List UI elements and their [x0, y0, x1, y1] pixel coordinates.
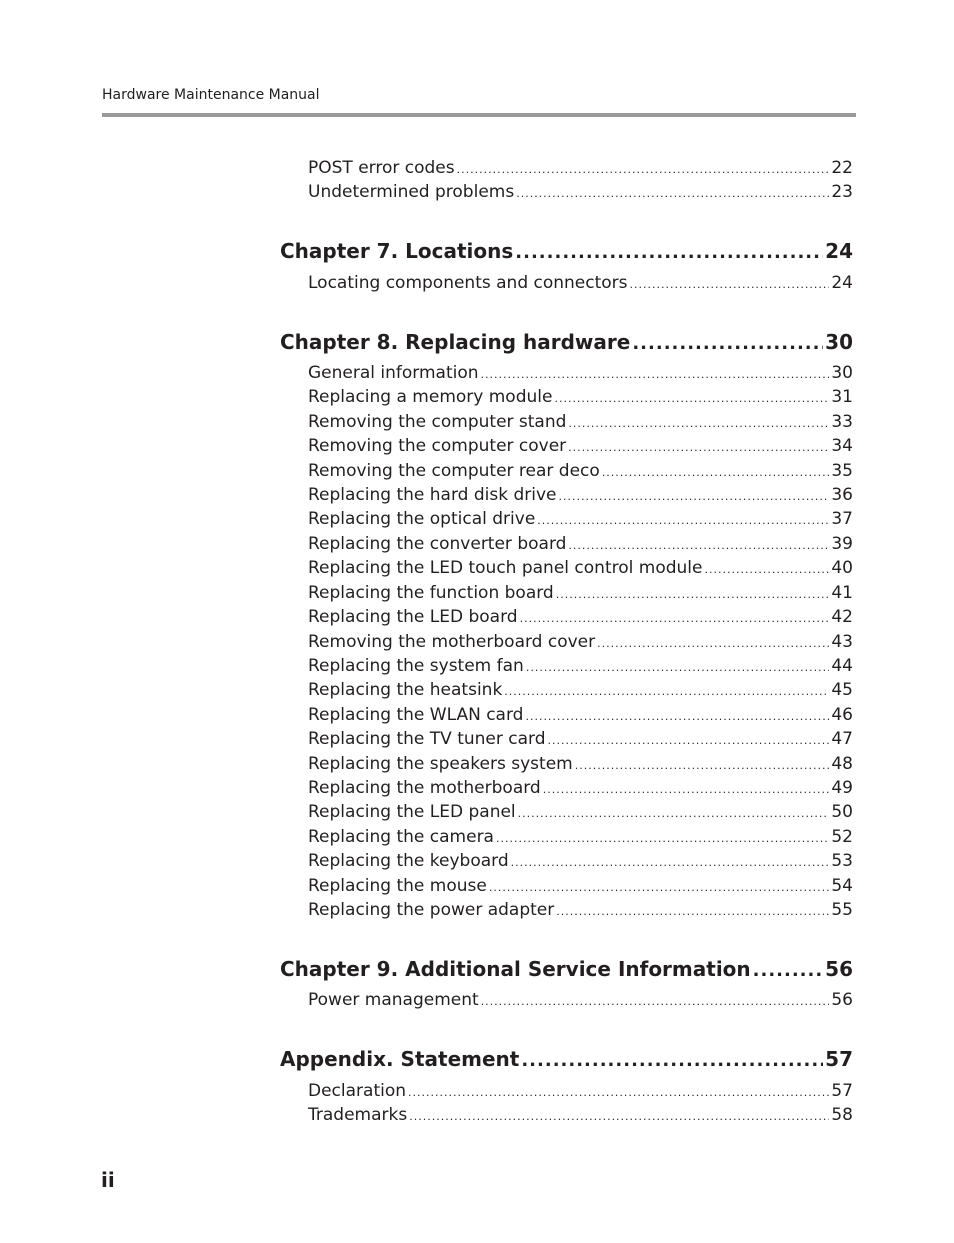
dot-leader: [556, 584, 830, 606]
toc-entry-label: Replacing a memory module: [308, 387, 553, 407]
dot-leader: [521, 1048, 823, 1074]
toc-entry-label: Replacing the hard disk drive: [308, 485, 557, 505]
header-rule: [102, 113, 856, 117]
toc-entry-page: 48: [831, 754, 853, 774]
toc-entry[interactable]: [308, 899, 853, 921]
toc-entry-label: Removing the computer rear deco: [308, 461, 600, 481]
toc-entry-page: 22: [831, 158, 853, 178]
dot-leader: [554, 388, 829, 410]
toc-entry-page: 55: [831, 900, 853, 920]
toc-entry-label: Replacing the LED touch panel control module: [308, 558, 703, 578]
toc-entry-power-management[interactable]: [308, 989, 853, 1011]
toc-entry-page: 54: [831, 876, 853, 896]
toc-entry-page: 34: [831, 436, 853, 456]
toc-entry-locating-components[interactable]: [308, 272, 853, 294]
toc-entry[interactable]: [308, 533, 853, 555]
toc-entry[interactable]: [308, 704, 853, 726]
toc-entry[interactable]: [308, 753, 853, 775]
dot-leader: [556, 901, 829, 923]
toc-entry-page: 30: [831, 363, 853, 383]
chapter-title: Chapter 7. Locations: [280, 239, 514, 263]
dot-leader: [409, 1106, 829, 1128]
dot-leader: [408, 1082, 829, 1104]
toc-entry[interactable]: [308, 557, 853, 579]
dot-leader: [537, 510, 829, 532]
toc-appendix[interactable]: [280, 1046, 853, 1072]
dot-leader: [489, 877, 830, 899]
dot-leader: [481, 991, 830, 1013]
dot-leader: [575, 755, 830, 777]
toc-entry-page: 40: [831, 558, 853, 578]
toc-entry-label: Replacing the function board: [308, 583, 554, 603]
toc-entry-label: Declaration: [308, 1081, 407, 1101]
dot-leader: [559, 486, 830, 508]
chapter-title: Chapter 8. Replacing hardware: [280, 330, 631, 354]
toc-entry-label: Replacing the keyboard: [308, 851, 509, 871]
toc-entry-label: Replacing the heatsink: [308, 680, 503, 700]
toc-entry-page: 42: [831, 607, 853, 627]
toc-entry-page: 53: [831, 851, 853, 871]
running-header: Hardware Maintenance Manual: [102, 87, 320, 103]
toc-entry-label: Replacing the converter board: [308, 534, 567, 554]
toc-entry-label: Replacing the power adapter: [308, 900, 555, 920]
toc-entry[interactable]: [308, 850, 853, 872]
dot-leader: [526, 657, 830, 679]
chapter-page: 24: [825, 239, 853, 263]
toc-entry[interactable]: [308, 386, 853, 408]
toc-entry-page: 24: [831, 273, 853, 293]
toc-entry-label: Replacing the TV tuner card: [308, 729, 546, 749]
toc-entry[interactable]: [308, 777, 853, 799]
toc-entry-undetermined-problems[interactable]: [308, 181, 853, 203]
dot-leader: [518, 803, 830, 825]
toc-entry-label: POST error codes: [308, 158, 455, 178]
toc-entry-page: 41: [831, 583, 853, 603]
toc-entry-label: Removing the computer stand: [308, 412, 567, 432]
toc-entry-page: 43: [831, 632, 853, 652]
toc-entry[interactable]: [308, 435, 853, 457]
dot-leader: [516, 183, 829, 205]
dot-leader: [568, 413, 829, 435]
dot-leader: [511, 852, 830, 874]
dot-leader: [632, 331, 823, 357]
toc-entry-page: 58: [831, 1105, 853, 1125]
toc-entry-label: Trademarks: [308, 1105, 408, 1125]
dot-leader: [597, 633, 829, 655]
toc-entry[interactable]: [308, 728, 853, 750]
toc-entry-label: Removing the computer cover: [308, 436, 567, 456]
toc-entry[interactable]: [308, 362, 853, 384]
toc-entry-label: Replacing the speakers system: [308, 754, 573, 774]
chapter-title: Chapter 9. Additional Service Information: [280, 957, 751, 981]
toc-entry[interactable]: [308, 655, 853, 677]
dot-leader: [504, 681, 829, 703]
chapter-page: 30: [825, 330, 853, 354]
toc-entry-trademarks[interactable]: [308, 1104, 853, 1126]
dot-leader: [525, 706, 829, 728]
chapter-title: Appendix. Statement: [280, 1047, 520, 1071]
toc-chapter-9[interactable]: [280, 956, 853, 982]
toc-entry-label: Power management: [308, 990, 479, 1010]
toc-entry-label: Removing the motherboard cover: [308, 632, 596, 652]
dot-leader: [568, 437, 829, 459]
toc-entry-page: 50: [831, 802, 853, 822]
toc-entry-label: Replacing the motherboard: [308, 778, 541, 798]
toc-entry[interactable]: [308, 508, 853, 530]
dot-leader: [457, 159, 830, 181]
toc-entry[interactable]: [308, 460, 853, 482]
toc-entry-label: Replacing the optical drive: [308, 509, 536, 529]
toc-entry-page: 44: [831, 656, 853, 676]
toc-entry[interactable]: [308, 582, 853, 604]
toc-entry[interactable]: [308, 411, 853, 433]
toc-entry-label: Replacing the LED panel: [308, 802, 516, 822]
toc-entry-label: Replacing the system fan: [308, 656, 524, 676]
toc-entry-label: General information: [308, 363, 479, 383]
dot-leader: [520, 608, 830, 630]
toc-entry-page: 49: [831, 778, 853, 798]
dot-leader: [630, 274, 830, 296]
toc-chapter-8[interactable]: [280, 329, 853, 355]
dot-leader: [548, 730, 830, 752]
dot-leader: [704, 559, 829, 581]
toc-entry-page: 31: [831, 387, 853, 407]
toc-entry[interactable]: [308, 606, 853, 628]
toc-entry-page: 57: [831, 1081, 853, 1101]
toc-entry-page: 47: [831, 729, 853, 749]
toc-entry-page: 46: [831, 705, 853, 725]
toc-entry-page: 39: [831, 534, 853, 554]
toc-entry-page: 37: [831, 509, 853, 529]
toc-entry-page: 23: [831, 182, 853, 202]
dot-leader: [515, 240, 823, 266]
toc-entry-page: 45: [831, 680, 853, 700]
toc-entry[interactable]: [308, 826, 853, 848]
toc-entry-label: Undetermined problems: [308, 182, 515, 202]
toc-entry[interactable]: [308, 679, 853, 701]
dot-leader: [602, 462, 830, 484]
dot-leader: [481, 364, 830, 386]
toc-entry-label: Replacing the camera: [308, 827, 494, 847]
chapter-page: 56: [825, 957, 853, 981]
toc-entry-declaration[interactable]: [308, 1080, 853, 1102]
dot-leader: [496, 828, 829, 850]
toc-entry[interactable]: [308, 875, 853, 897]
toc-entry[interactable]: [308, 484, 853, 506]
page-number: ii: [101, 1168, 115, 1192]
dot-leader: [753, 958, 824, 984]
toc-chapter-7[interactable]: [280, 238, 853, 264]
dot-leader: [568, 535, 829, 557]
toc-entry-label: Replacing the WLAN card: [308, 705, 524, 725]
dot-leader: [543, 779, 830, 801]
toc-entry-page: 35: [831, 461, 853, 481]
toc-entry-label: Replacing the mouse: [308, 876, 487, 896]
toc-entry-page: 52: [831, 827, 853, 847]
toc-entry-page: 36: [831, 485, 853, 505]
toc-entry-page: 56: [831, 990, 853, 1010]
toc-entry-page: 33: [831, 412, 853, 432]
toc-entry[interactable]: [308, 631, 853, 653]
toc-entry-label: Locating components and connectors: [308, 273, 628, 293]
chapter-page: 57: [825, 1047, 853, 1071]
toc-entry-label: Replacing the LED board: [308, 607, 518, 627]
toc-entry[interactable]: [308, 801, 853, 823]
toc-entry-post-error-codes[interactable]: [308, 157, 853, 179]
